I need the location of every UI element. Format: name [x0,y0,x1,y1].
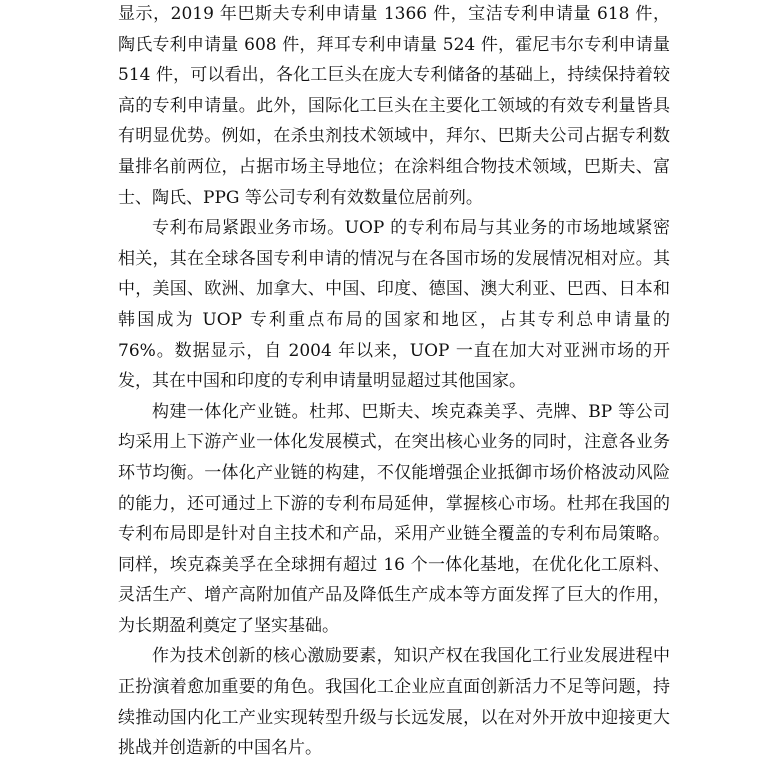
paragraph-ip-innovation: 作为技术创新的核心激励要素，知识产权在我国化工行业发展进程中正扮演着愈加重要的角色。我国化工企业应直面创新活力不足等问题，持续推动国内化工产业实现转型升级与长远发展，以在对外开放中迎接更大挑战并创造新的中国名片。 [118,646,670,759]
document-body [118,0,670,764]
paragraph-integrated-industry-chain: 构建一体化产业链。杜邦、巴斯夫、埃克森美孚、壳牌、BP 等公司均采用上下游产业一体化发展模式，在突出核心业务的同时，注意各业务环节均衡。一体化产业链的构建，不仅能增强企业抵御市场价格波动风险的能力，还可通过上下游的专利布局延伸，掌握核心市场。杜邦在我国的专利布局即是针对自主技术和产品，采用产业链全覆盖的专利布局策略。同样，埃克森美孚在全球拥有超过 16 个一体化基地，在优化化工原料、灵活生产、增产高附加值产品及降低生产成本等方面发挥了巨大的作用，为长期盈利奠定了坚实基础。 [118,401,670,636]
paragraph-patent-layout-market: 专利布局紧跟业务市场。UOP 的专利布局与其业务的市场地域紧密相关，其在全球各国专利申请的情况与在各国市场的发展情况相对应。其中，美国、欧洲、加拿大、中国、印度、德国、澳大利亚、巴西、日本和韩国成为 UOP 专利重点布局的国家和地区，占其专利总申请量的 76%。数据显示，自 2004 年以来，UOP 一直在加大对亚洲市场的开发，其在中国和印度的专利申请量明显超过其他国家。 [118,218,670,392]
paragraph-patent-applications: 显示，2019 年巴斯夫专利申请量 1366 件，宝洁专利申请量 618 件，陶氏专利申请量 608 件，拜耳专利申请量 524 件，霍尼韦尔专利申请量 514 件，可以看出，各化工巨头在庞大专利储备的基础上，持续保持着较高的专利申请量。此外，国际化工巨头在主要化工领域的有效专利量皆具有明显优势。例如，在杀虫剂技术领域中，拜尔、巴斯夫公司占据专利数量排名前两位，占据市场主导地位；在涂料组合物技术领域，巴斯夫、富士、陶氏、PPG 等公司专利有效数量位居前列。 [118,4,670,208]
